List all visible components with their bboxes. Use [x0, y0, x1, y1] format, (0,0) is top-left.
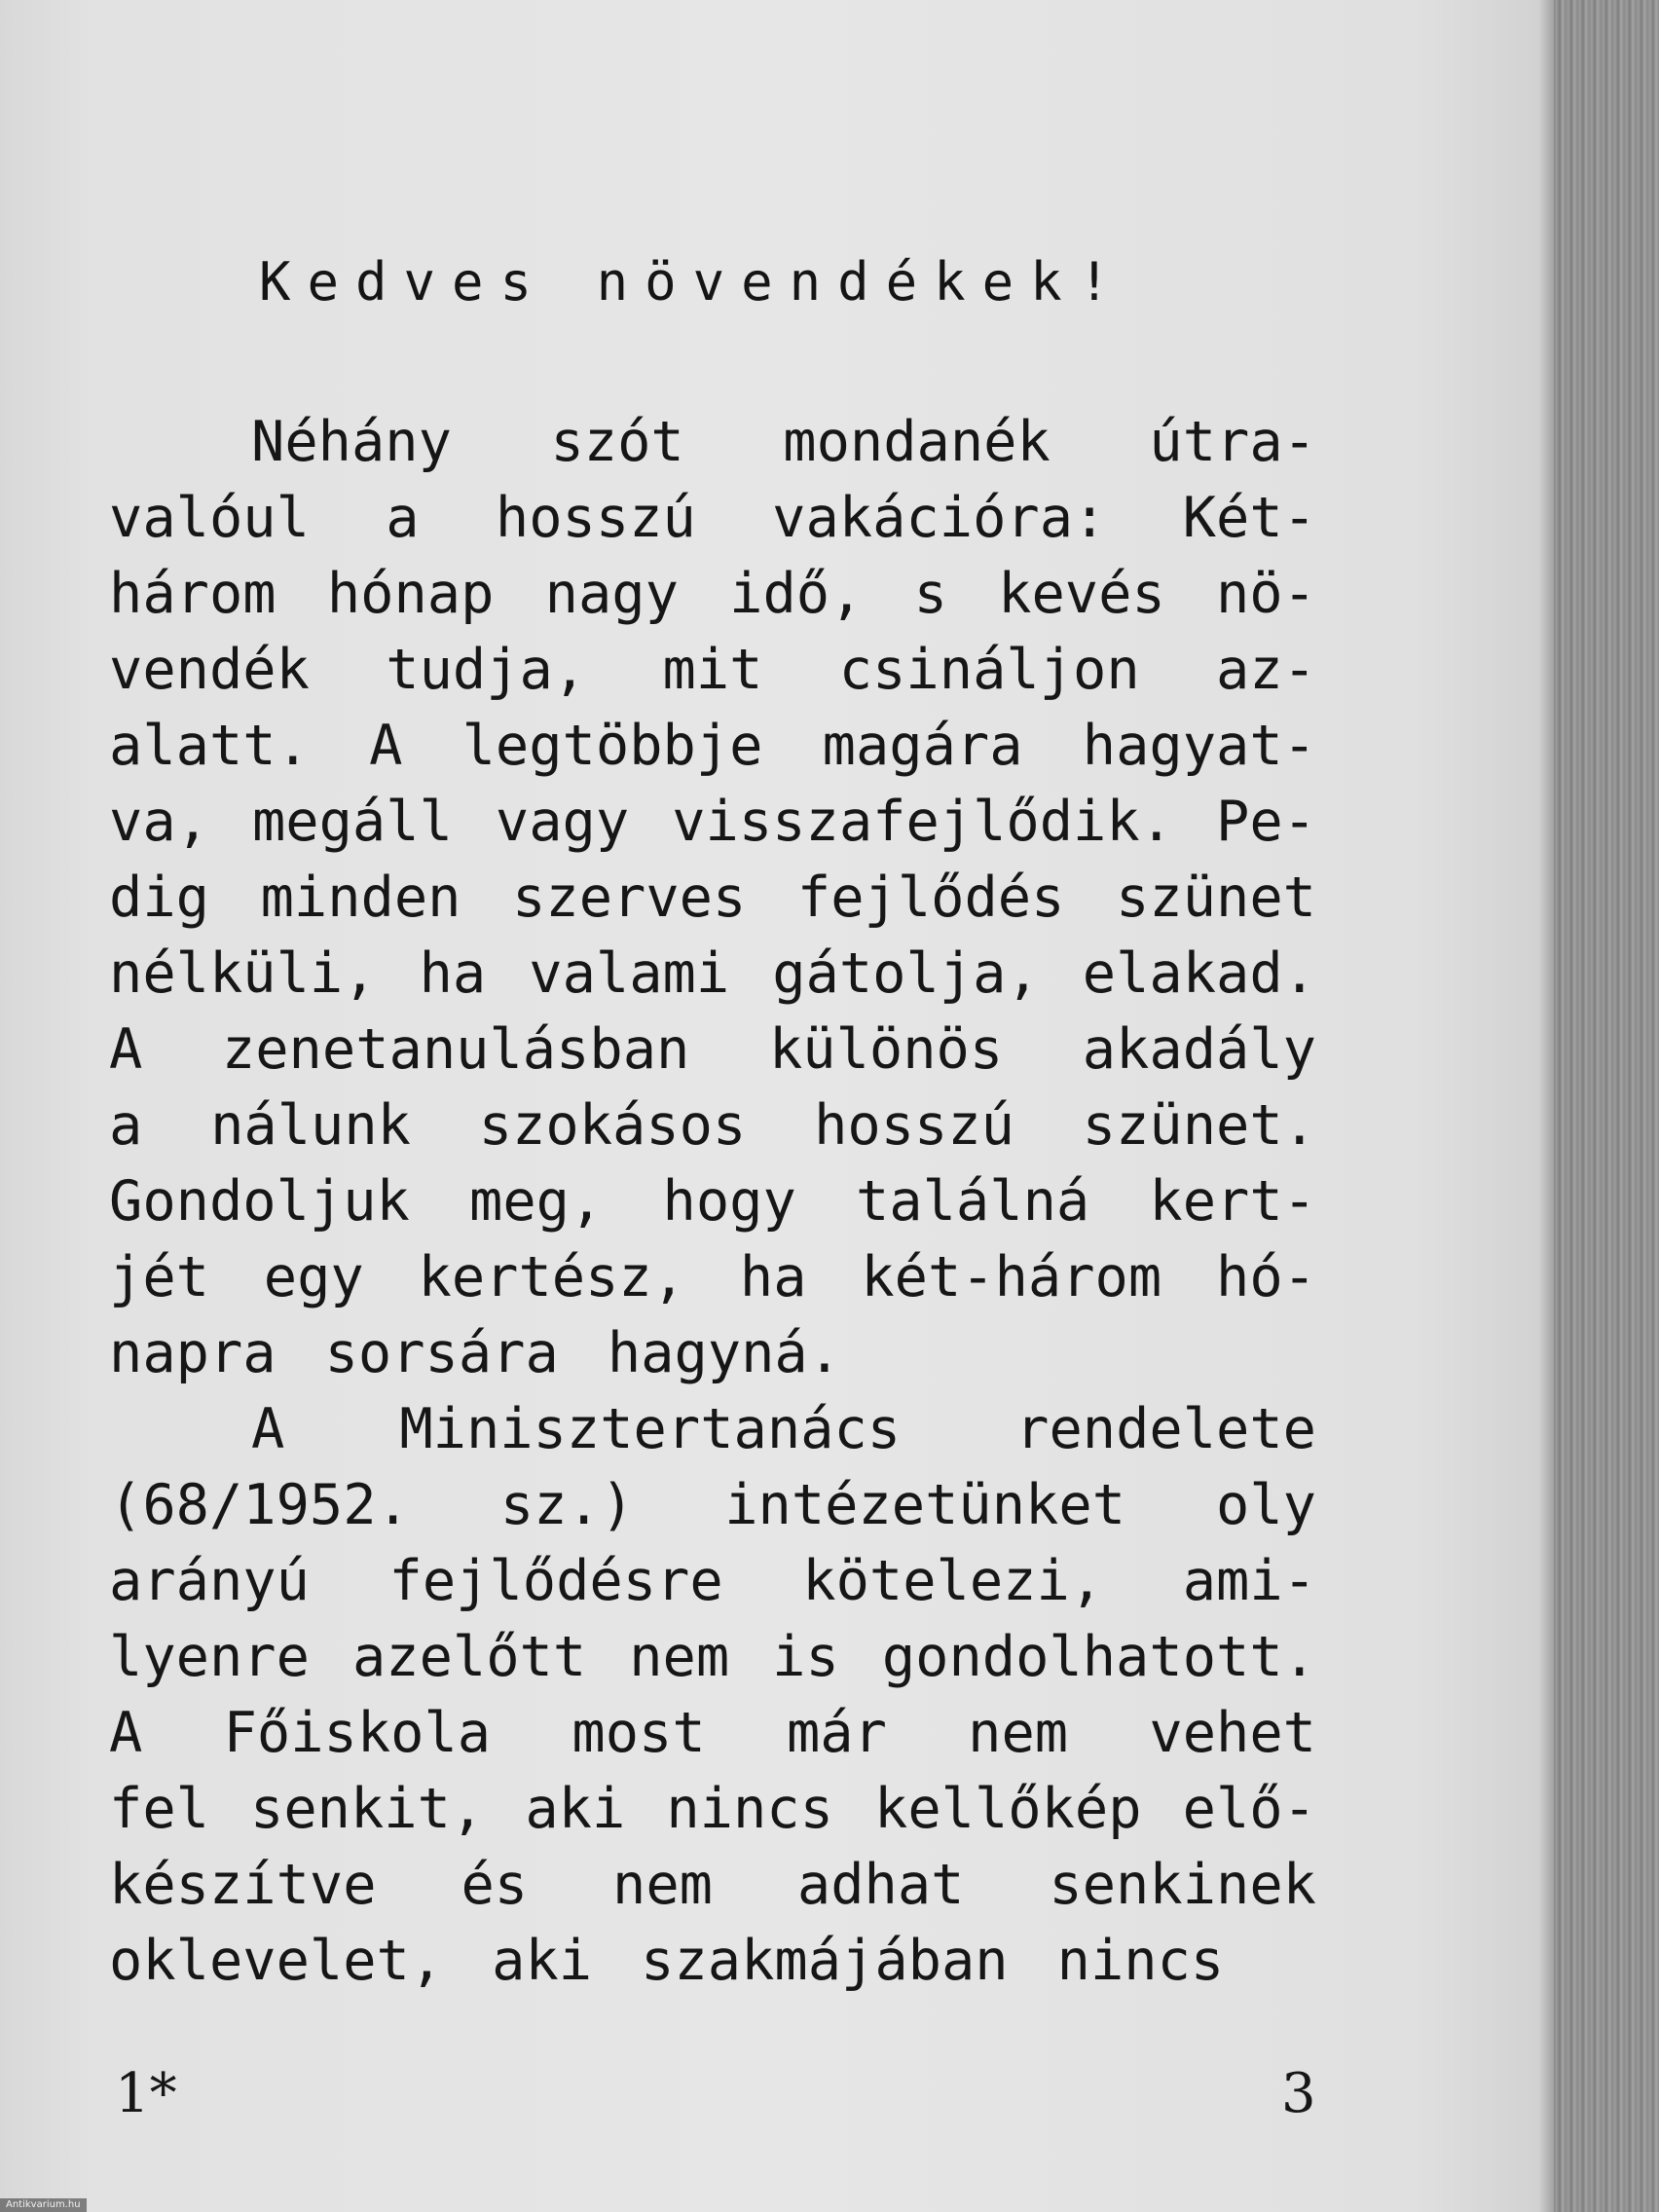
word: nincs — [1056, 1929, 1225, 1993]
word: sz.) — [499, 1473, 635, 1537]
body-text — [109, 404, 1316, 1999]
text-line — [109, 1923, 1316, 1999]
word: vakációra: — [772, 486, 1107, 550]
word: meg, — [469, 1169, 604, 1234]
word: visszafejlődik. — [672, 790, 1173, 854]
word: aki — [492, 1929, 593, 1993]
word: senkinek — [1049, 1853, 1316, 1917]
word: vehet — [1149, 1701, 1316, 1765]
text-line — [109, 708, 1316, 784]
word: A — [369, 714, 403, 778]
word: Pe- — [1216, 790, 1316, 854]
word: is — [772, 1625, 839, 1689]
word: a — [109, 1093, 143, 1158]
text-line — [109, 1771, 1316, 1847]
word: vagy — [495, 790, 630, 854]
word: dig — [109, 866, 209, 930]
text-line — [109, 1088, 1316, 1163]
word: szünet — [1116, 866, 1316, 930]
word: kellőkép — [874, 1777, 1142, 1841]
word: hosszú — [495, 486, 696, 550]
word: A — [109, 1017, 143, 1082]
word: Főiskola — [223, 1701, 492, 1765]
word: jét — [109, 1245, 209, 1309]
word: hó- — [1216, 1245, 1316, 1309]
word: aki — [525, 1777, 626, 1841]
word: három — [109, 562, 276, 626]
word: mit — [662, 638, 763, 702]
text-line — [109, 860, 1316, 936]
word: nem — [968, 1701, 1069, 1765]
text-line — [109, 1163, 1316, 1239]
word: arányú — [109, 1549, 310, 1613]
word: hagyná. — [607, 1321, 842, 1385]
word: hagyat- — [1082, 714, 1316, 778]
text-line — [109, 1619, 1316, 1695]
word: akadály — [1082, 1017, 1316, 1082]
word: oklevelet, — [109, 1929, 444, 1993]
word: mondanék — [783, 410, 1051, 474]
word: nö- — [1215, 562, 1316, 626]
book-binding-edge — [1554, 0, 1659, 2212]
text-line — [109, 1695, 1316, 1771]
text-line — [109, 936, 1316, 1012]
word: idő, — [729, 562, 864, 626]
word: A — [109, 1701, 143, 1765]
word: szokásos — [478, 1093, 747, 1158]
word: alatt. — [109, 714, 310, 778]
word: hosszú — [814, 1093, 1014, 1158]
watermark-label: Antikvarium.hu — [0, 2198, 87, 2212]
word: nálunk — [210, 1093, 411, 1158]
word: Néhány — [251, 410, 452, 474]
text-line — [109, 404, 1316, 480]
word: ha — [739, 1245, 807, 1309]
word: valóul — [109, 486, 310, 550]
word: találná — [855, 1169, 1090, 1234]
word: két-három — [861, 1245, 1162, 1309]
word: sorsára — [324, 1321, 559, 1385]
word: csináljon — [838, 638, 1140, 702]
word: és — [461, 1853, 529, 1917]
word: nem — [612, 1853, 713, 1917]
word: gátolja, — [772, 941, 1040, 1006]
text-line — [109, 1391, 1316, 1467]
word: fel — [109, 1777, 209, 1841]
word: azelőtt — [351, 1625, 587, 1689]
word: hogy — [662, 1169, 796, 1234]
word: oly — [1216, 1473, 1316, 1537]
word: A — [251, 1397, 285, 1461]
word: elő- — [1182, 1777, 1316, 1841]
word: Gondoljuk — [109, 1169, 410, 1234]
word: már — [786, 1701, 887, 1765]
word: fejlődés — [796, 866, 1065, 930]
text-line — [109, 1467, 1316, 1543]
page-number: 3 — [1281, 2062, 1316, 2125]
word: napra — [109, 1321, 276, 1385]
word: va, — [109, 790, 209, 854]
text-line — [109, 1012, 1316, 1088]
word: tudja, — [386, 638, 587, 702]
word: magára — [822, 714, 1023, 778]
word: Két- — [1182, 486, 1316, 550]
text-line — [109, 1239, 1316, 1315]
word: ha — [419, 941, 487, 1006]
word: intézetünket — [724, 1473, 1126, 1537]
signature-mark: 1* — [115, 2062, 177, 2125]
word: szünet. — [1082, 1093, 1316, 1158]
text-line — [109, 1543, 1316, 1619]
word: fejlődésre — [388, 1549, 723, 1613]
word: valami — [529, 941, 730, 1006]
word: különös — [768, 1017, 1004, 1082]
word: (68/1952. — [109, 1473, 410, 1537]
word: szerves — [512, 866, 747, 930]
word: az- — [1216, 638, 1316, 702]
word: készítve — [109, 1853, 377, 1917]
word: hónap — [326, 562, 495, 626]
text-line — [109, 632, 1316, 708]
word: vendék — [109, 638, 310, 702]
word: kevés — [998, 562, 1165, 626]
word: nem — [629, 1625, 730, 1689]
word: elakad. — [1082, 941, 1316, 1006]
word: minden — [260, 866, 461, 930]
word: adhat — [796, 1853, 965, 1917]
text-line — [109, 784, 1316, 860]
word: most — [571, 1701, 706, 1765]
word: ami- — [1182, 1549, 1316, 1613]
word: megáll — [251, 790, 453, 854]
word: kötelezi, — [802, 1549, 1104, 1613]
word: zenetanulásban — [221, 1017, 690, 1082]
text-line — [109, 480, 1316, 556]
word: szót — [550, 410, 684, 474]
word: gondolhatott. — [881, 1625, 1316, 1689]
word: s — [913, 562, 947, 626]
word: rendelete — [1015, 1397, 1316, 1461]
word: útra- — [1149, 410, 1316, 474]
word: kert- — [1149, 1169, 1316, 1234]
word: egy — [263, 1245, 364, 1309]
page-heading: Kedves növendékek! — [259, 251, 1127, 313]
word: legtöbbje — [461, 714, 763, 778]
word: a — [386, 486, 420, 550]
word: nélküli, — [109, 941, 377, 1006]
word: szakmájában — [641, 1929, 1009, 1993]
word: nincs — [666, 1777, 833, 1841]
word: lyenre — [109, 1625, 310, 1689]
text-line — [109, 556, 1316, 632]
text-line — [109, 1847, 1316, 1923]
text-line — [109, 1315, 1316, 1391]
word: nagy — [544, 562, 679, 626]
word: kertész, — [418, 1245, 686, 1309]
word: senkit, — [250, 1777, 485, 1841]
word: Minisztertanács — [399, 1397, 902, 1461]
